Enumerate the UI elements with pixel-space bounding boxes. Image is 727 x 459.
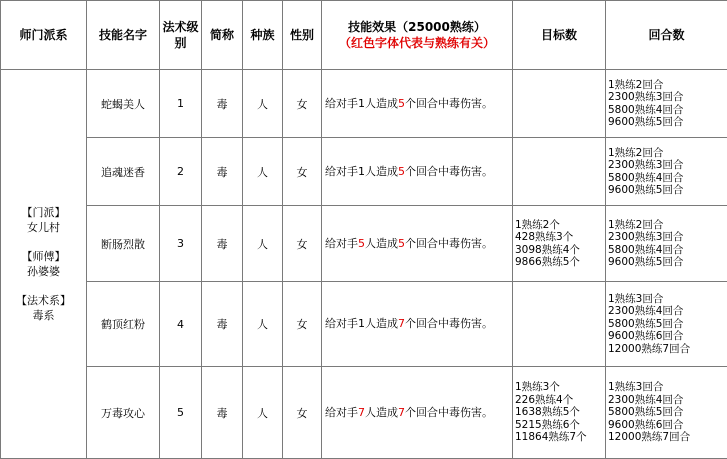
skill-gender: 女	[283, 282, 322, 367]
target-entry: 1熟练2个	[515, 219, 605, 232]
sect-label: 【门派】	[1, 205, 86, 220]
skill-name: 万毒攻心	[87, 367, 160, 459]
skill-gender: 女	[283, 138, 322, 206]
skill-rounds	[606, 282, 727, 367]
skill-effect	[322, 138, 513, 206]
skill-abbr: 毒	[202, 282, 243, 367]
master-label: 【师傅】	[1, 249, 86, 264]
effect-text-post: 个回合中毒伤害。	[405, 165, 493, 178]
skill-gender: 女	[283, 206, 322, 282]
round-entry: 1熟练2回合	[608, 219, 727, 232]
skill-effect	[322, 206, 513, 282]
target-entry: 3098熟练4个	[515, 244, 605, 257]
skill-level: 3	[160, 206, 202, 282]
header-effect	[322, 1, 513, 70]
effect-text-mid: 人造成	[365, 237, 398, 250]
magic-name: 毒系	[1, 308, 86, 323]
effect-text-post: 个回合中毒伤害。	[405, 406, 493, 419]
round-entry: 5800熟练5回合	[608, 318, 727, 331]
skill-effect	[322, 70, 513, 138]
effect-target-count: 7	[358, 406, 365, 419]
skill-abbr: 毒	[202, 206, 243, 282]
round-entry: 2300熟练4回合	[608, 305, 727, 318]
header-gender: 性别	[283, 1, 322, 70]
effect-text-pre: 给对手1人造成	[325, 317, 398, 330]
header-race: 种族	[243, 1, 283, 70]
table-row	[1, 282, 727, 367]
target-entry: 428熟练3个	[515, 231, 605, 244]
skill-gender: 女	[283, 70, 322, 138]
header-school: 师门派系	[1, 1, 87, 70]
skill-level: 2	[160, 138, 202, 206]
table-row	[1, 206, 727, 282]
skill-race: 人	[243, 367, 283, 459]
round-entry: 1熟练3回合	[608, 381, 727, 394]
skill-level: 1	[160, 70, 202, 138]
skill-targets	[513, 138, 606, 206]
skill-targets	[513, 367, 606, 459]
effect-round-count: 7	[398, 317, 405, 330]
round-entry: 1熟练3回合	[608, 293, 727, 306]
effect-round-count: 7	[398, 406, 405, 419]
header-effect-title: 技能效果（25000熟练）	[322, 19, 512, 35]
skill-level: 5	[160, 367, 202, 459]
target-entry: 226熟练4个	[515, 394, 605, 407]
skill-race: 人	[243, 282, 283, 367]
table-row	[1, 70, 727, 138]
magic-label: 【法术系】	[1, 293, 86, 308]
header-rounds: 回合数	[606, 1, 727, 70]
skill-abbr: 毒	[202, 138, 243, 206]
round-entry: 5800熟练4回合	[608, 104, 727, 117]
skill-abbr: 毒	[202, 367, 243, 459]
skill-name: 蛇蝎美人	[87, 70, 160, 138]
round-entry: 2300熟练4回合	[608, 394, 727, 407]
skill-abbr: 毒	[202, 70, 243, 138]
skill-rounds	[606, 206, 727, 282]
header-targets: 目标数	[513, 1, 606, 70]
round-entry: 9600熟练6回合	[608, 330, 727, 343]
effect-text-post: 个回合中毒伤害。	[405, 237, 493, 250]
header-level: 法术级别	[160, 1, 202, 70]
effect-round-count: 5	[398, 165, 405, 178]
effect-round-count: 5	[398, 97, 405, 110]
effect-text-post: 个回合中毒伤害。	[405, 317, 493, 330]
round-entry: 5800熟练5回合	[608, 406, 727, 419]
skill-level: 4	[160, 282, 202, 367]
effect-text-pre: 给对手	[325, 406, 358, 419]
round-entry: 12000熟练7回合	[608, 431, 727, 444]
effect-text-pre: 给对手	[325, 237, 358, 250]
round-entry: 9600熟练5回合	[608, 256, 727, 269]
skill-targets	[513, 70, 606, 138]
effect-text-pre: 给对手1人造成	[325, 165, 398, 178]
header-skill-name: 技能名字	[87, 1, 160, 70]
target-entry: 1638熟练5个	[515, 406, 605, 419]
skill-effect	[322, 282, 513, 367]
round-entry: 1熟练2回合	[608, 79, 727, 92]
round-entry: 5800熟练4回合	[608, 244, 727, 257]
skill-effect	[322, 367, 513, 459]
round-entry: 9600熟练5回合	[608, 184, 727, 197]
header-effect-note: （红色字体代表与熟练有关）	[322, 35, 512, 51]
round-entry: 2300熟练3回合	[608, 91, 727, 104]
round-entry: 5800熟练4回合	[608, 172, 727, 185]
effect-text-mid: 人造成	[365, 406, 398, 419]
skill-race: 人	[243, 138, 283, 206]
skill-targets	[513, 282, 606, 367]
target-entry: 11864熟练7个	[515, 431, 605, 444]
sect-name: 女儿村	[1, 220, 86, 235]
header-abbr: 简称	[202, 1, 243, 70]
target-entry: 5215熟练6个	[515, 419, 605, 432]
round-entry: 2300熟练3回合	[608, 231, 727, 244]
target-entry: 1熟练3个	[515, 381, 605, 394]
skill-name: 鹤顶红粉	[87, 282, 160, 367]
table-row	[1, 367, 727, 459]
skill-targets	[513, 206, 606, 282]
round-entry: 1熟练2回合	[608, 147, 727, 160]
skill-name: 断肠烈散	[87, 206, 160, 282]
round-entry: 9600熟练5回合	[608, 116, 727, 129]
target-entry: 9866熟练5个	[515, 256, 605, 269]
effect-round-count: 5	[398, 237, 405, 250]
effect-text-post: 个回合中毒伤害。	[405, 97, 493, 110]
round-entry: 2300熟练3回合	[608, 159, 727, 172]
effect-text-pre: 给对手1人造成	[325, 97, 398, 110]
round-entry: 9600熟练6回合	[608, 419, 727, 432]
round-entry: 12000熟练7回合	[608, 343, 727, 356]
skill-rounds	[606, 70, 727, 138]
master-name: 孙婆婆	[1, 264, 86, 279]
school-info-cell	[1, 70, 87, 459]
skill-race: 人	[243, 206, 283, 282]
skill-rounds	[606, 367, 727, 459]
skill-name: 追魂迷香	[87, 138, 160, 206]
header-row	[1, 1, 727, 70]
skill-gender: 女	[283, 367, 322, 459]
skill-rounds	[606, 138, 727, 206]
skill-race: 人	[243, 70, 283, 138]
effect-target-count: 5	[358, 237, 365, 250]
table-row	[1, 138, 727, 206]
